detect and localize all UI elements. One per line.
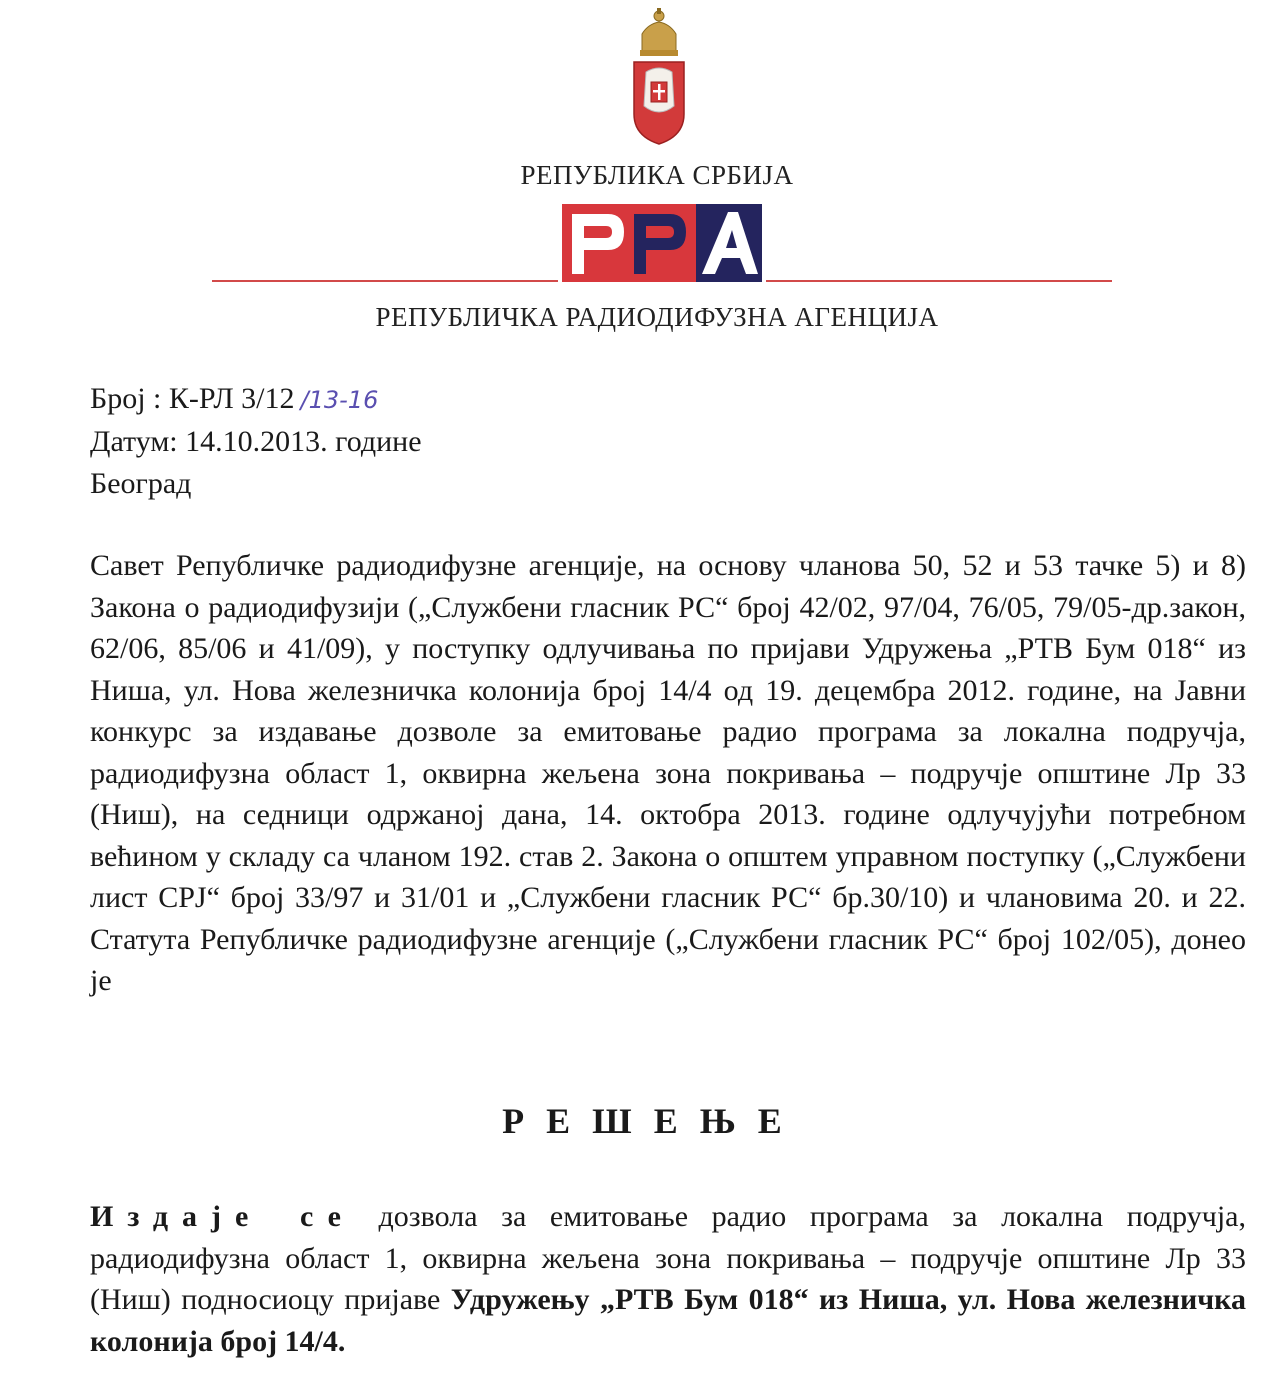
serbian-coat-of-arms-icon [628, 6, 690, 146]
reference-number [90, 378, 422, 421]
decision-title: РЕШЕЊЕ [502, 1101, 804, 1141]
document-city: Београд [90, 467, 192, 500]
document-date: Датум: 14.10.2013. године [90, 425, 422, 458]
agency-heading: РЕПУБЛИЧКА РАДИОДИФУЗНА АГЕНЦИЈА [375, 302, 939, 332]
republic-heading: РЕПУБЛИКА СРБИЈА [520, 160, 794, 190]
reference-number-label: Број : К-РЛ 3/12 [90, 382, 295, 415]
header-rule-left [212, 280, 558, 282]
decision-recipient: Удружењу „РТВ Бум 018“ из Ниша, ул. Нова железничка колонија број 14/4. [90, 1283, 1246, 1358]
decision-text: дозвола за емитовање радио програма за локална подручја, радиодифузна област 1, оквирна жељена зона покривања – подручје општине Лр 33 (Ниш) подносиоцу пријаве [90, 1200, 1246, 1316]
handwritten-number: /13-16 [300, 386, 379, 414]
header-rule-right [766, 280, 1112, 282]
rra-logo [562, 204, 762, 282]
intro-paragraph: Савет Републичке радиодифузне агенције, на основу чланова 50, 52 и 53 тачке 5) и 8) Закона о радиодифузији („Службени гласник РС“ број 42/02, 97/04, 76/05, 79/05-др.закон, 62/06, 85/06 и 41/09), у поступку одлучивања по пријави Удружења „РТВ Бум 018“ из Ниша, ул. Нова железничка колонија број 14/4 од 19. децембра 2012. године, на Јавни конкурс за издавање дозволе за емитовање радио програма за локална подручја, радиодифузна област 1, оквирна жељена зона покривања – подручје општине Лр 33 (Ниш), на седници одржаној дана, 14. октобра 2013. године одлучујући потребном већином у складу са чланом 192. став 2. Закона о општем управном поступку („Службени лист СРЈ“ број 33/97 и 31/01 и „Службени гласник РС“ бр.30/10) и члановима 20. и 22. Статута Републичке радиодифузне агенције („Службени гласник РС“ број 102/05), донео је [90, 549, 1246, 997]
document-meta [90, 378, 422, 505]
decision-paragraph [90, 1196, 1246, 1362]
decision-lead: Издаје се [90, 1200, 355, 1233]
